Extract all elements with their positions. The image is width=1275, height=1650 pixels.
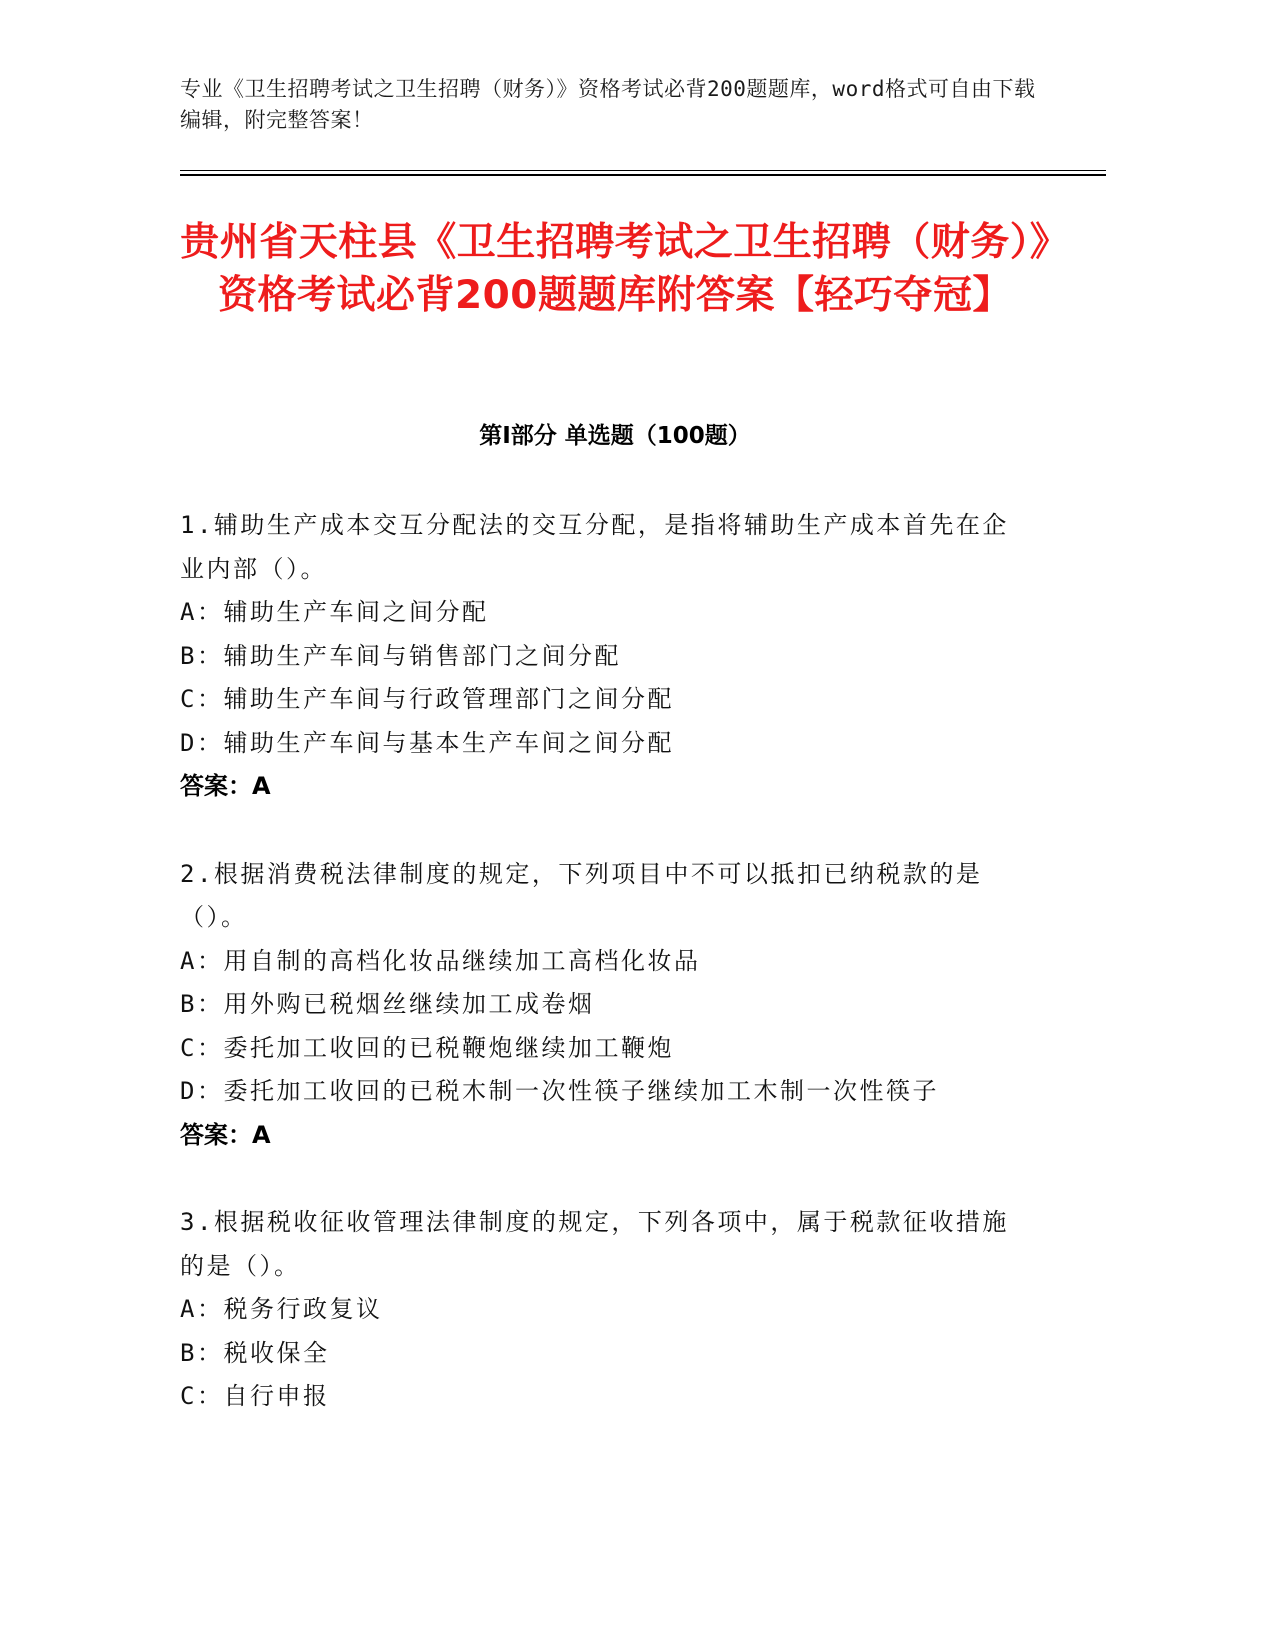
option-c: C：自行申报 xyxy=(180,1382,330,1410)
option-a: A：辅助生产车间之间分配 xyxy=(180,598,489,626)
answer-line: 答案：A xyxy=(180,1120,271,1149)
answer-line: 答案：A xyxy=(180,772,271,800)
option-c: C：辅助生产车间与行政管理部门之间分配 xyxy=(180,685,674,713)
option-b: B：辅助生产车间与销售部门之间分配 xyxy=(180,641,621,670)
question-3 xyxy=(180,1201,1020,1419)
question-stem: 2.根据消费税法律制度的规定，下列项目中不可以抵扣已纳税款的是（）。 xyxy=(180,859,983,931)
option-a: A：税务行政复议 xyxy=(180,1295,383,1323)
option-c: C：委托加工收回的已税鞭炮继续加工鞭炮 xyxy=(180,1033,674,1062)
question-stem: 1.辅助生产成本交互分配法的交互分配，是指将辅助生产成本首先在企业内部（）。 xyxy=(180,511,1009,583)
option-b: B：税收保全 xyxy=(180,1338,330,1367)
question-1 xyxy=(180,504,1020,809)
option-a: A：用自制的高档化妆品继续加工高档化妆品 xyxy=(180,946,701,975)
header-note: 专业《卫生招聘考试之卫生招聘（财务）》资格考试必背200题题库，word格式可自由下载编辑，附完整答案！ xyxy=(180,77,1036,132)
header-divider-top xyxy=(180,170,1106,171)
section-heading: 第Ⅰ部分 单选题（100题） xyxy=(479,423,751,449)
header-divider-bottom xyxy=(180,174,1106,176)
option-d: D：委托加工收回的已税木制一次性筷子继续加工木制一次性筷子 xyxy=(180,1077,939,1105)
option-d: D：辅助生产车间与基本生产车间之间分配 xyxy=(180,728,674,757)
question-2 xyxy=(180,853,1020,1158)
option-b: B：用外购已税烟丝继续加工成卷烟 xyxy=(180,990,595,1018)
question-stem: 3.根据税收征收管理法律制度的规定，下列各项中，属于税款征收措施的是（）。 xyxy=(180,1208,1009,1280)
question-list xyxy=(180,504,1020,1463)
document-title: 贵州省天柱县《卫生招聘考试之卫生招聘（财务）》资格考试必背200题题库附答案【轻巧夺冠】 xyxy=(180,220,1050,318)
